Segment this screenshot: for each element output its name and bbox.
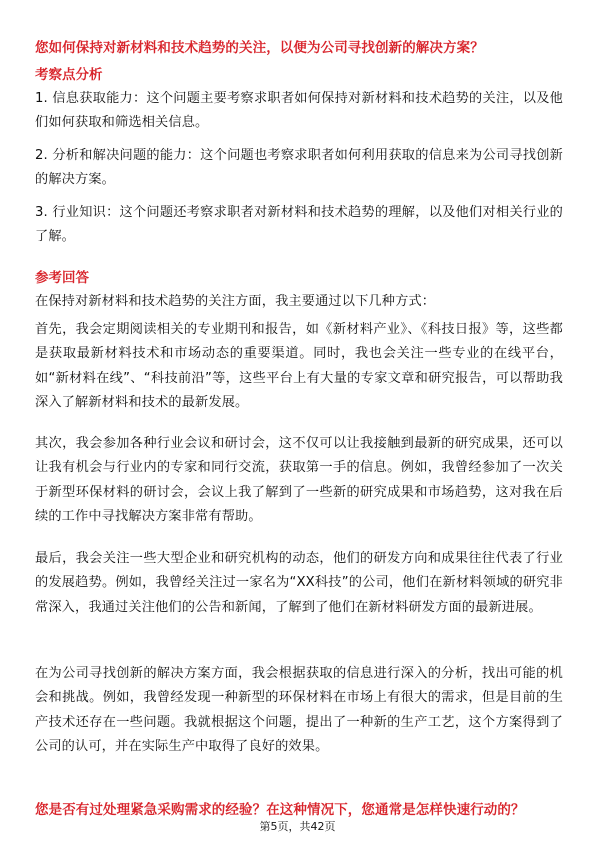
page-number: 第5页，共42页	[259, 820, 336, 833]
analysis-point: 3. 行业知识：这个问题还考察求职者对新材料和技术趋势的理解，以及他们对相关行业的了解。	[35, 205, 563, 245]
answer-paragraph: 其次，我会参加各种行业会议和研讨会，这不仅可以让我接触到最新的研究成果，还可以让我有机会与行业内的专家和同行交流，获取第一手的信息。例如，我曾经参加了一次关于新型环保材料的研讨会，会议上我了解到了一些新的研究成果和市场趋势，这对我在后续的工作中寻找解决方案非常有帮助。	[35, 436, 563, 524]
next-question-title: 您是否有过处理紧急采购需求的经验？在这种情况下，您通常是怎样快速行动的？	[35, 802, 525, 818]
analysis-point: 1. 信息获取能力：这个问题主要考察求职者如何保持对新材料和技术趋势的关注，以及他们如何获取和筛选相关信息。	[35, 91, 563, 131]
answer-heading: 参考回答	[35, 270, 89, 286]
answer-paragraph: 首先，我会定期阅读相关的专业期刊和报告，如《新材料产业》、《科技日报》等，这些都是获取最新材料技术和市场动态的重要渠道。同时，我也会关注一些专业的在线平台，如“新材料在线”、“科技前沿”等，这些平台上有大量的专家文章和研究报告，可以帮助我深入了解新材料和技术的最新发展。	[35, 322, 563, 410]
answer-paragraph: 在保持对新材料和技术趋势的关注方面，我主要通过以下几种方式：	[35, 294, 436, 309]
analysis-heading: 考察点分析	[35, 67, 103, 83]
answer-paragraph: 最后，我会关注一些大型企业和研究机构的动态，他们的研发方向和成果往往代表了行业的发展趋势。例如，我曾经关注过一家名为“XX科技”的公司，他们在新材料领域的研究非常深入，我通过关注他们的公告和新闻，了解到了他们在新材料研发方面的最新进展。	[35, 551, 563, 615]
analysis-point: 2. 分析和解决问题的能力：这个问题也考察求职者如何利用获取的信息来为公司寻找创新的解决方案。	[35, 148, 563, 188]
question-title: 您如何保持对新材料和技术趋势的关注，以便为公司寻找创新的解决方案？	[35, 40, 484, 56]
answer-paragraph: 在为公司寻找创新的解决方案方面，我会根据获取的信息进行深入的分析，找出可能的机会和挑战。例如，我曾经发现一种新型的环保材料在市场上有很大的需求，但是目前的生产技术还存在一些问题。我就根据这个问题，提出了一种新的生产工艺，这个方案得到了公司的认可，并在实际生产中取得了良好的效果。	[35, 666, 563, 754]
